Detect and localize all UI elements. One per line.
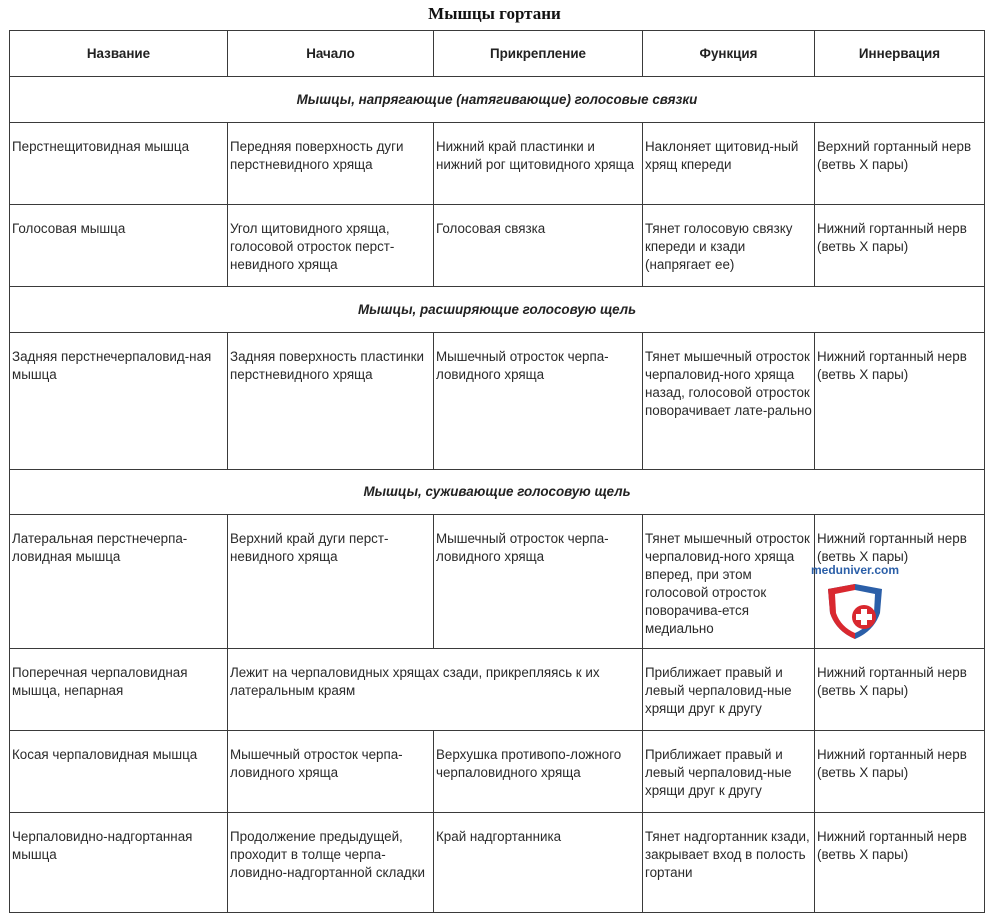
muscle-name: Косая черпаловидная мышца [10, 731, 228, 813]
page-title: Мышцы гортани [428, 4, 561, 23]
muscle-insertion: Мышечный отросток черпа-ловидного хряща [434, 333, 643, 470]
muscle-innervation: Нижний гортанный нерв (ветвь X пары) [815, 515, 985, 649]
watermark-logo [799, 563, 911, 643]
section-title: Мышцы, расширяющие голосовую щель [10, 287, 985, 333]
header-origin: Начало [228, 31, 434, 77]
header-function: Функция [643, 31, 815, 77]
table-row [10, 333, 985, 470]
muscle-origin: Задняя поверхность пластинки перстневидного хряща [228, 333, 434, 470]
table-row [10, 813, 985, 913]
section-row [10, 287, 985, 333]
section-title: Мышцы, суживающие голосовую щель [10, 470, 985, 515]
muscle-function: Наклоняет щитовид-ный хрящ кпереди [643, 123, 815, 205]
muscle-origin: Мышечный отросток черпа-ловидного хряща [228, 731, 434, 813]
header-name: Название [10, 31, 228, 77]
table-row [10, 649, 985, 731]
table-row [10, 123, 985, 205]
header-insertion: Прикрепление [434, 31, 643, 77]
muscle-name: Задняя перстнечерпаловид-ная мышца [10, 333, 228, 470]
muscle-name: Голосовая мышца [10, 205, 228, 287]
table-row [10, 731, 985, 813]
muscle-function: Тянет надгортанник кзади, закрывает вход в полость гортани [643, 813, 815, 913]
muscle-function: Приближает правый и левый черпаловид-ные хрящи друг к другу [643, 731, 815, 813]
header-row [10, 31, 985, 77]
muscle-insertion: Голосовая связка [434, 205, 643, 287]
muscles-table [9, 30, 985, 913]
section-row [10, 470, 985, 515]
muscle-insertion: Верхушка противопо-ложного черпаловидного хряща [434, 731, 643, 813]
muscle-innervation: Нижний гортанный нерв (ветвь X пары) [815, 731, 985, 813]
muscle-innervation: Верхний гортанный нерв (ветвь X пары) [815, 123, 985, 205]
table-row [10, 205, 985, 287]
muscle-innervation: Нижний гортанный нерв (ветвь X пары) [815, 649, 985, 731]
muscle-name: Черпаловидно-надгортанная мышца [10, 813, 228, 913]
muscle-origin: Продолжение предыдущей, проходит в толще черпа-ловидно-надгортанной складки [228, 813, 434, 913]
muscle-origin: Передняя поверхность дуги перстневидного хряща [228, 123, 434, 205]
muscle-innervation: Нижний гортанный нерв (ветвь X пары) [815, 333, 985, 470]
watermark-text: meduniver.com [810, 563, 900, 577]
header-innervation: Иннервация [815, 31, 985, 77]
muscle-innervation: Нижний гортанный нерв (ветвь X пары) [815, 813, 985, 913]
muscle-function: Приближает правый и левый черпаловид-ные хрящи друг к другу [643, 649, 815, 731]
muscle-function: Тянет мышечный отросток черпаловид-ного хряща вперед, при этом голосовой отросток поворачива-ется медиально [643, 515, 815, 649]
muscle-name: Латеральная перстнечерпа-ловидная мышца [10, 515, 228, 649]
muscle-insertion: Нижний край пластинки и нижний рог щитовидного хряща [434, 123, 643, 205]
muscle-innervation: Нижний гортанный нерв (ветвь X пары) [815, 205, 985, 287]
muscle-insertion: Край надгортанника [434, 813, 643, 913]
muscle-name: Перстнещитовидная мышца [10, 123, 228, 205]
shield-cross-icon [824, 583, 886, 641]
muscle-function: Тянет голосовую связку кпереди и кзади (напрягает ее) [643, 205, 815, 287]
muscle-function: Тянет мышечный отросток черпаловид-ного хряща назад, голосовой отросток поворачивает лате-рально [643, 333, 815, 470]
section-title: Мышцы, напрягающие (натягивающие) голосовые связки [10, 77, 985, 123]
muscle-name: Поперечная черпаловидная мышца, непарная [10, 649, 228, 731]
muscle-insertion: Мышечный отросток черпа-ловидного хряща [434, 515, 643, 649]
section-row [10, 77, 985, 123]
muscle-origin: Угол щитовидного хряща, голосовой отросток перст-невидного хряща [228, 205, 434, 287]
muscle-origin-insertion: Лежит на черпаловидных хрящах сзади, прикрепляясь к их латеральным краям [228, 649, 643, 731]
muscle-origin: Верхний край дуги перст-невидного хряща [228, 515, 434, 649]
